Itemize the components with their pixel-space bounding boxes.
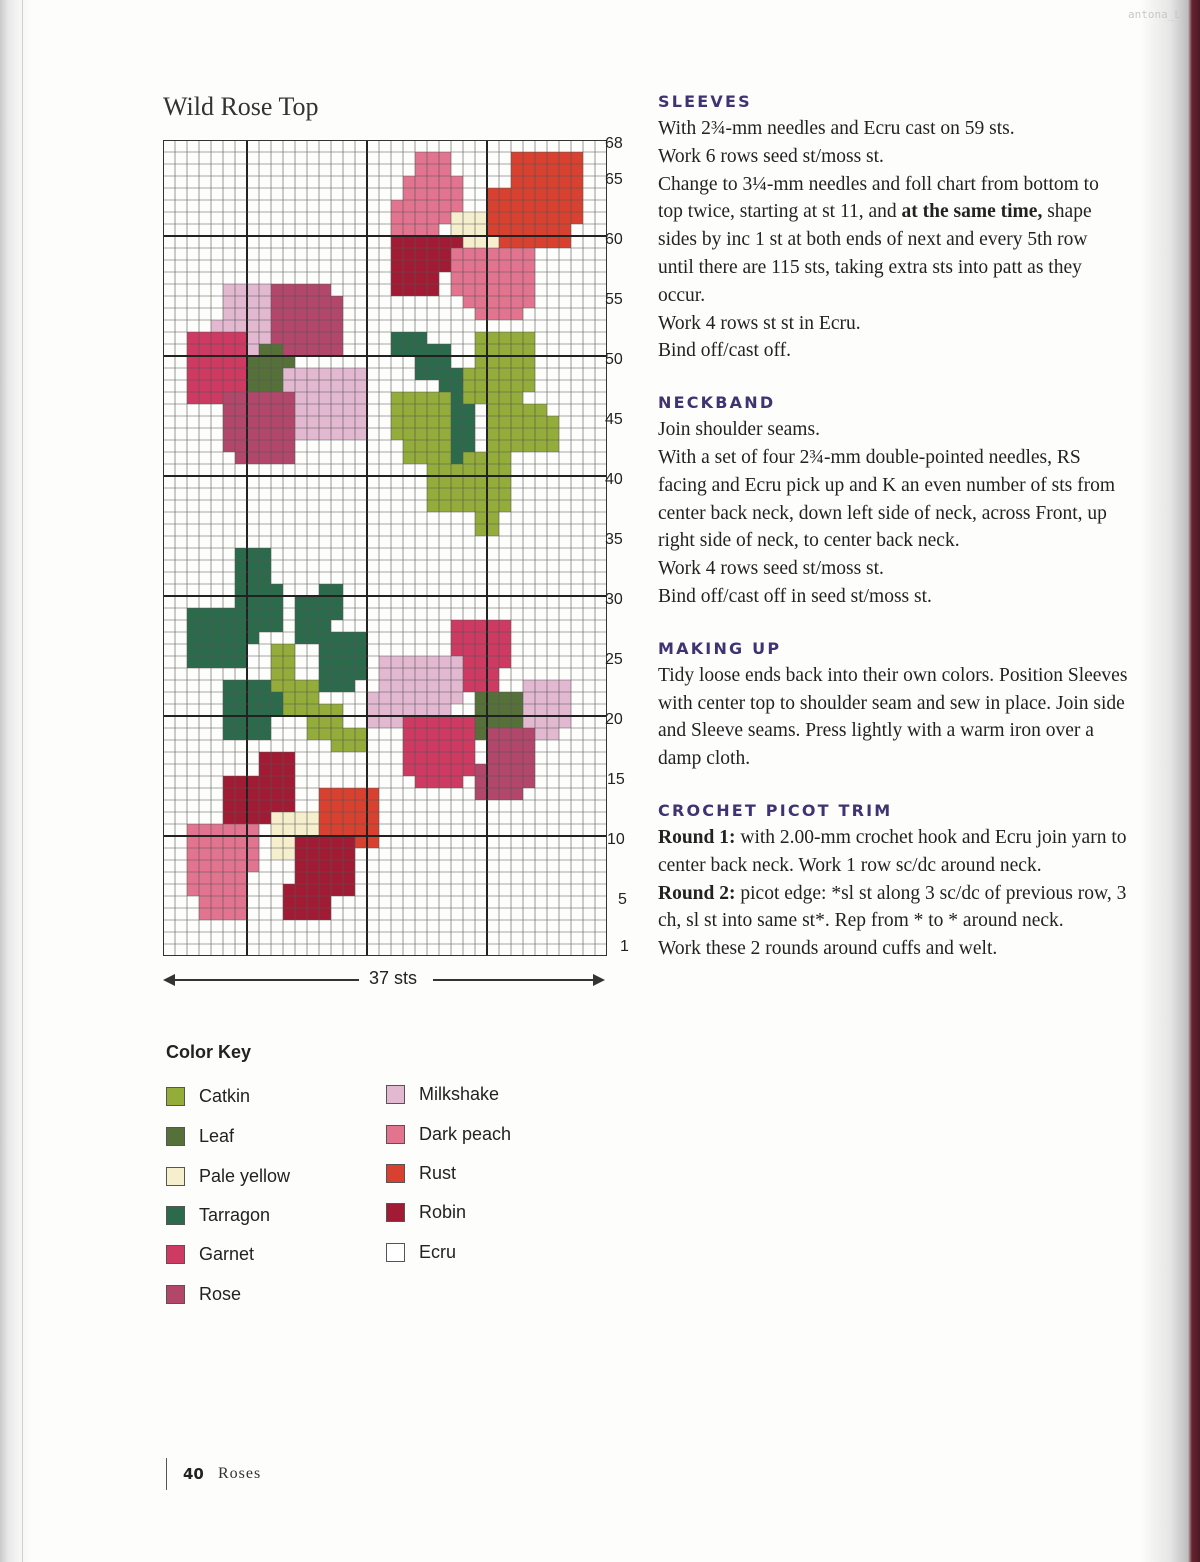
key-rose: Rose — [166, 1284, 241, 1305]
section-neckband — [658, 393, 1128, 611]
heading-sleeves: SLEEVES — [658, 92, 752, 111]
sleeves-p1: With 2¾-mm needles and Ecru cast on 59 sts. — [658, 118, 1015, 139]
row-label-25: 25 — [605, 651, 623, 668]
swatch-icon — [386, 1125, 405, 1144]
heading-crochet-picot-trim: CROCHET PICOT TRIM — [658, 800, 893, 820]
swatch-icon — [386, 1203, 405, 1222]
swatch-icon — [166, 1167, 185, 1186]
key-catkin: Catkin — [166, 1086, 250, 1107]
row-label-45: 45 — [605, 411, 623, 428]
key-rust: Rust — [386, 1163, 456, 1184]
neckband-p3: Work 4 rows seed st/moss st. — [658, 558, 884, 580]
row-label-50: 50 — [605, 351, 623, 368]
row-label-10: 10 — [607, 831, 625, 848]
page-right-edge — [1140, 0, 1200, 1562]
instructions-column — [658, 92, 1128, 991]
key-ecru: Ecru — [386, 1242, 456, 1263]
swatch-icon — [386, 1164, 405, 1183]
chart-cell-block — [235, 428, 295, 464]
swatch-icon — [166, 1127, 185, 1146]
sleeves-p5: Bind off/cast off. — [658, 340, 792, 362]
heading-neckband: NECKBAND — [658, 393, 776, 413]
row-label-20: 20 — [605, 711, 623, 728]
row-label-68: 68 — [605, 135, 623, 152]
swatch-icon — [166, 1285, 185, 1304]
section-sleeves — [658, 92, 1128, 365]
sleeves-p3: Change to 3¼-mm needles and foll chart from bottom to top twice, starting at st 11, and at the same time, shape sides by inc 1 st at both ends of next and every 5th row until there are 115 sts, taking extra sts into patt as they occur. — [658, 173, 1099, 306]
page-binding-edge — [0, 0, 32, 1562]
color-key-title: Color Key — [166, 1042, 252, 1062]
neckband-p1: Join shoulder seams. — [658, 419, 820, 441]
crochet-round-1: Round 1: with 2.00-mm crochet hook and Ecru join yarn to center back neck. Work 1 row sc/dc around neck. — [658, 826, 1127, 876]
width-line-left — [173, 979, 359, 981]
heading-making-up: MAKING UP — [658, 638, 782, 658]
key-tarragon: Tarragon — [166, 1205, 270, 1226]
neckband-p2: With a set of four 2¾-mm double-pointed needles, RS facing and Ecru pick up and K an even number of sts from center back neck, down left side of neck, across Front, up right side of neck, to center back neck. — [658, 446, 1116, 552]
row-label-55: 55 — [605, 291, 623, 308]
footer-section-name: Roses — [218, 1465, 262, 1482]
chart-width-label: 37 sts — [369, 968, 418, 988]
row-label-65: 65 — [605, 171, 623, 188]
footer-divider — [166, 1458, 167, 1490]
crochet-p3: Work these 2 rounds around cuffs and welt. — [658, 938, 998, 960]
sleeves-p4: Work 4 rows st st in Ecru. — [658, 312, 861, 334]
key-milkshake: Milkshake — [386, 1084, 499, 1105]
swatch-icon — [386, 1085, 405, 1104]
watermark: antona_L — [1128, 8, 1181, 21]
chart-cell-block — [187, 632, 247, 668]
key-robin: Robin — [386, 1202, 466, 1223]
chart-width-indicator — [163, 966, 605, 994]
swatch-icon — [166, 1245, 185, 1264]
neckband-p4: Bind off/cast off in seed st/moss st. — [658, 585, 932, 607]
swatch-icon — [386, 1243, 405, 1262]
key-pale-yellow: Pale yellow — [166, 1166, 290, 1187]
key-garnet: Garnet — [166, 1244, 254, 1265]
swatch-icon — [166, 1087, 185, 1106]
row-label-30: 30 — [605, 591, 623, 608]
row-label-40: 40 — [605, 471, 623, 488]
chart-cell-block — [283, 320, 343, 356]
row-label-5: 5 — [618, 891, 627, 908]
crochet-round-2: Round 2: picot edge: *sl st along 3 sc/dc of previous row, 3 ch, sl st into same st*. Rep from * to * around neck. — [658, 882, 1127, 932]
page-number: 40 — [183, 1465, 204, 1483]
row-label-60: 60 — [605, 231, 623, 248]
key-leaf: Leaf — [166, 1126, 234, 1147]
chart-cell-block — [319, 656, 355, 692]
chart-title: Wild Rose Top — [163, 92, 319, 121]
section-crochet-picot-trim — [658, 801, 1128, 963]
key-dark-peach: Dark peach — [386, 1124, 511, 1145]
chart-cell-block — [463, 368, 523, 404]
swatch-icon — [166, 1206, 185, 1225]
sleeves-p2: Work 6 rows seed st/moss st. — [658, 145, 884, 167]
section-making-up — [658, 639, 1128, 773]
width-line-right — [433, 979, 595, 981]
row-label-35: 35 — [605, 531, 623, 548]
arrow-right-icon — [593, 974, 605, 986]
row-label-1: 1 — [620, 938, 629, 955]
making-up-p1: Tidy loose ends back into their own colors. Position Sleeves with center top to shoulder seam and sew in place. Join side and Sleeve seams. Press lightly with a warm iron over a damp cloth. — [658, 664, 1128, 770]
stitch-chart — [163, 140, 607, 956]
row-label-15: 15 — [607, 771, 625, 788]
